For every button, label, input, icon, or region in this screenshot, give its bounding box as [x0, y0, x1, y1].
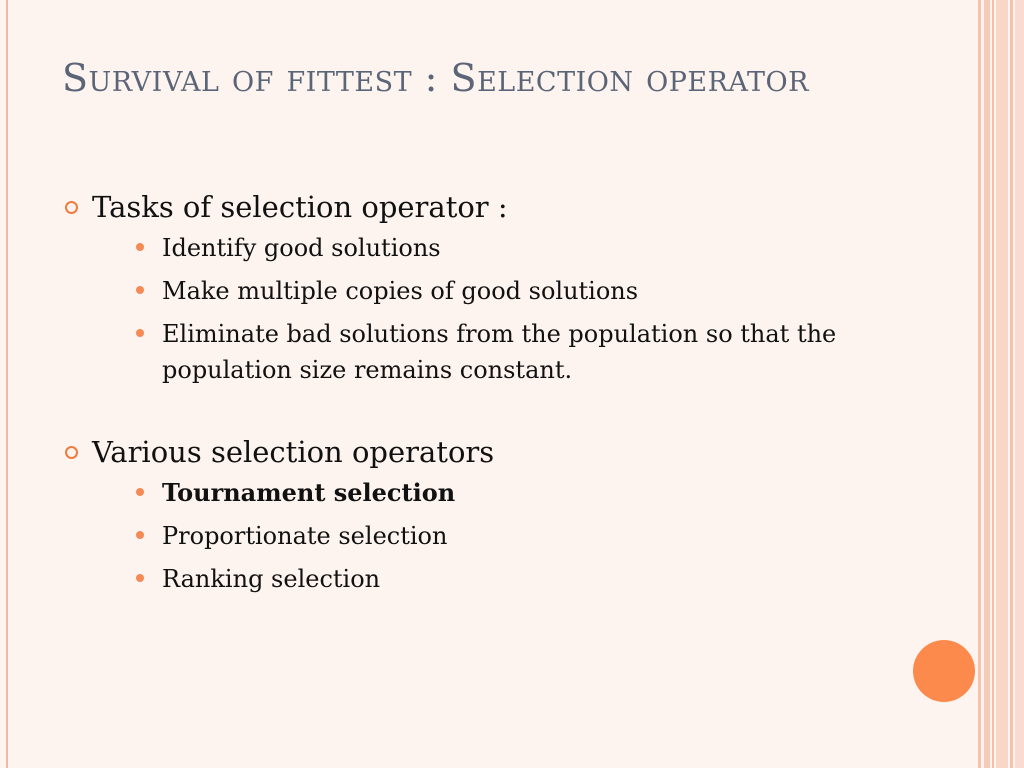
- bullet-section: [64, 186, 944, 388]
- left-border-line: [6, 0, 8, 768]
- section-heading-item: [64, 431, 944, 597]
- section-heading: Tasks of selection operator :: [92, 190, 508, 224]
- list-item-text: Eliminate bad solutions from the population so that the population size remains constant.: [162, 320, 837, 384]
- sub-bullet-list: [92, 475, 944, 597]
- orange-circle-decoration: [913, 640, 975, 702]
- list-item: [92, 518, 944, 554]
- sub-bullet-list: [92, 230, 944, 388]
- ring-bullet-icon: [65, 201, 78, 214]
- dot-bullet-icon: [136, 574, 144, 582]
- slide-content: [64, 186, 944, 604]
- section-heading-item: [64, 186, 944, 388]
- right-decorative-stripe: [1015, 0, 1024, 768]
- list-item-text: Proportionate selection: [162, 522, 448, 550]
- dot-bullet-icon: [136, 531, 144, 539]
- right-decorative-stripe: [1010, 0, 1013, 768]
- list-item-text: Ranking selection: [162, 565, 381, 593]
- list-item: [92, 273, 944, 309]
- dot-bullet-icon: [136, 488, 144, 496]
- right-decorative-stripe: [978, 0, 981, 768]
- right-decorative-stripe: [984, 0, 990, 768]
- section-heading: Various selection operators: [92, 435, 495, 469]
- list-item: [92, 316, 944, 388]
- right-decorative-stripe: [996, 0, 1008, 768]
- list-item: [92, 561, 944, 597]
- dot-bullet-icon: [136, 243, 144, 251]
- section-spacer: [64, 395, 944, 431]
- dot-bullet-icon: [136, 329, 144, 337]
- dot-bullet-icon: [136, 286, 144, 294]
- slide-title: Survival of fittest : Selection operator: [62, 56, 809, 100]
- list-item: [92, 230, 944, 266]
- right-decorative-stripe: [992, 0, 994, 768]
- list-item: [92, 475, 944, 511]
- list-item-text: Identify good solutions: [162, 234, 441, 262]
- list-item-text: Make multiple copies of good solutions: [162, 277, 639, 305]
- bullet-section: [64, 431, 944, 597]
- ring-bullet-icon: [65, 446, 78, 459]
- list-item-text: Tournament selection: [162, 478, 456, 507]
